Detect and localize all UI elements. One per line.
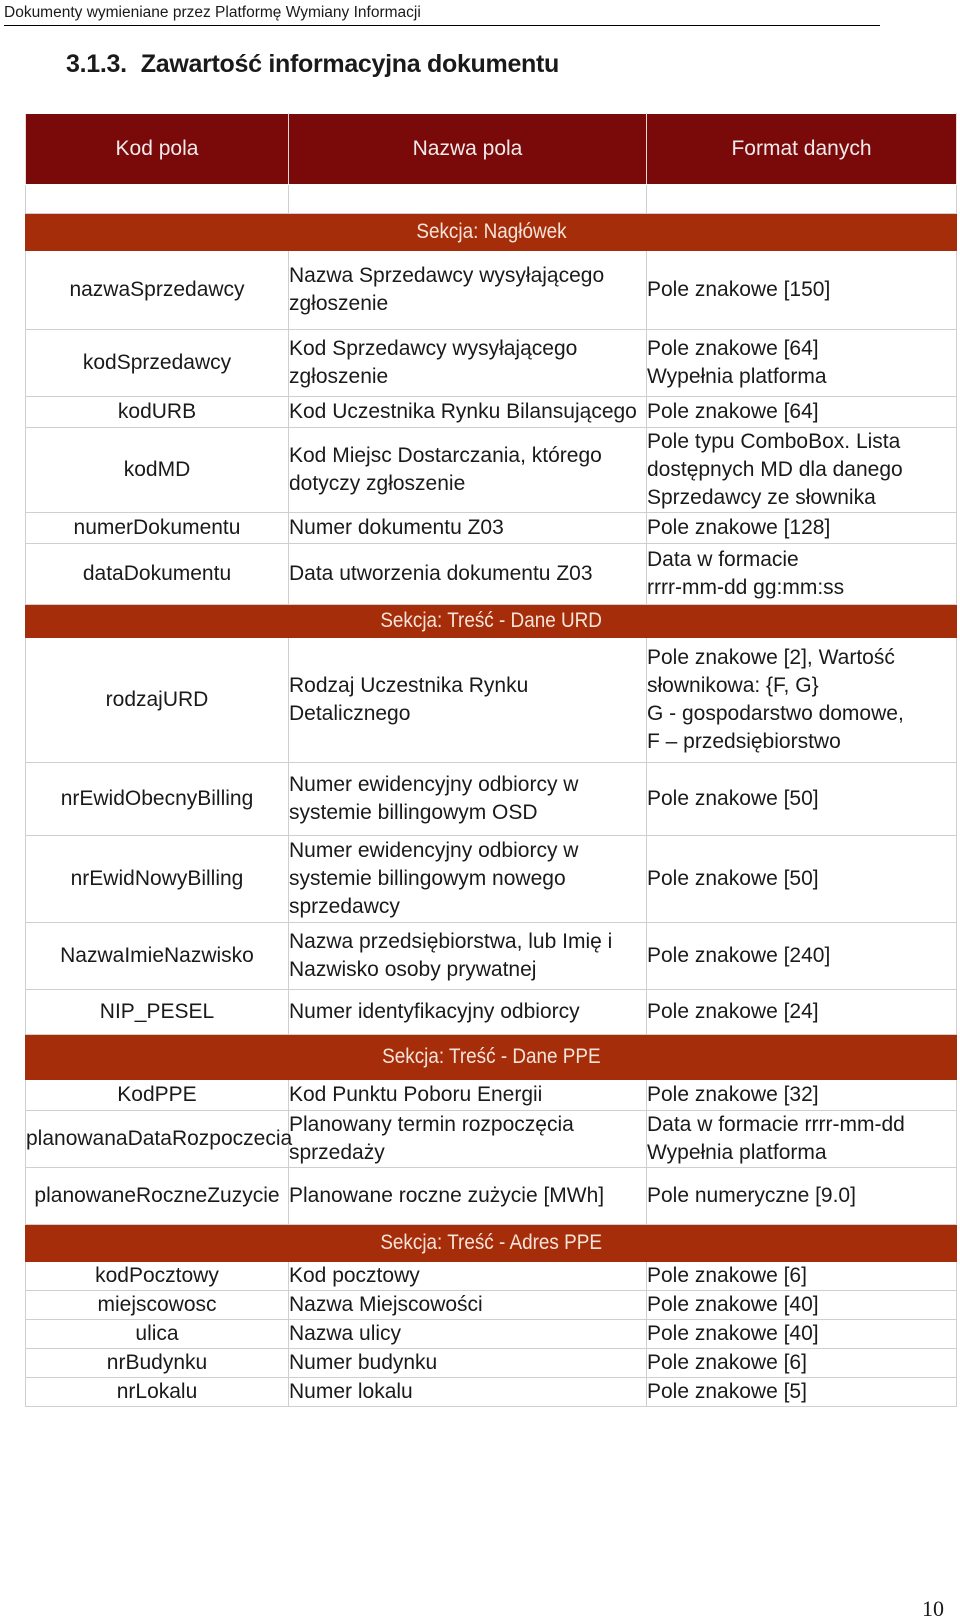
field-name-line: Nazwa przedsiębiorstwa, lub Imię i <box>289 930 613 953</box>
page-number: 10 <box>922 1596 944 1621</box>
field-format <box>647 1262 957 1291</box>
table-row <box>26 1111 957 1168</box>
section-title: Sekcja: Treść - Dane PPE <box>381 1045 601 1068</box>
field-format <box>647 1349 957 1378</box>
field-name-line: Numer lokalu <box>289 1380 413 1403</box>
section-row <box>26 1225 957 1262</box>
table-row <box>26 836 957 923</box>
field-format-line: Pole znakowe [50] <box>647 867 819 890</box>
section-title: Sekcja: Treść - Adres PPE <box>380 1231 602 1254</box>
field-code: ulica <box>26 1320 289 1349</box>
field-name-line: Numer budynku <box>289 1351 438 1374</box>
field-name-line: sprzedaży <box>289 1141 385 1164</box>
section-title-cell <box>26 214 957 251</box>
field-name <box>289 1111 647 1168</box>
field-code: kodSprzedawcy <box>26 330 289 397</box>
table-row <box>26 1080 957 1111</box>
field-format <box>647 763 957 836</box>
field-format <box>647 1168 957 1225</box>
section-title-cell <box>26 1035 957 1080</box>
column-header-name: Nazwa pola <box>289 114 647 185</box>
field-name <box>289 763 647 836</box>
field-name-line: zgłoszenie <box>289 292 389 315</box>
field-name-line: systemie billingowym nowego <box>289 867 566 890</box>
field-name <box>289 1080 647 1111</box>
section-row <box>26 605 957 638</box>
table-body <box>26 185 957 1407</box>
field-name-line: zgłoszenie <box>289 365 389 388</box>
field-name-line: Nazwisko osoby prywatnej <box>289 958 537 981</box>
field-name-line: Kod Miejsc Dostarczania, którego <box>289 444 602 467</box>
field-code: planowaneRoczneZuzycie <box>26 1168 289 1225</box>
field-format-line: Pole znakowe [6] <box>647 1351 807 1374</box>
field-code: NazwaImieNazwisko <box>26 923 289 990</box>
section-title: Sekcja: Nagłówek <box>415 220 567 243</box>
field-format <box>647 544 957 605</box>
field-format <box>647 638 957 763</box>
field-format-line: Pole znakowe [50] <box>647 787 819 810</box>
field-format-line: rrrr-mm-dd gg:mm:ss <box>647 576 845 599</box>
field-name-line: Kod Sprzedawcy wysyłającego <box>289 337 578 360</box>
table-row <box>26 428 957 513</box>
section-number: 3.1.3. <box>66 50 127 78</box>
field-format-line: Pole znakowe [128] <box>647 516 831 539</box>
field-format <box>647 428 957 513</box>
column-header-format: Format danych <box>647 114 957 185</box>
column-header-code: Kod pola <box>26 114 289 185</box>
table-row <box>26 397 957 428</box>
field-code: NIP_PESEL <box>26 990 289 1035</box>
field-format-line: G - gospodarstwo domowe, <box>647 702 904 725</box>
field-format <box>647 251 957 330</box>
field-name <box>289 544 647 605</box>
field-name <box>289 1320 647 1349</box>
field-format-line: Pole numeryczne [9.0] <box>647 1184 856 1207</box>
field-name-line: Kod pocztowy <box>289 1264 420 1287</box>
spacer-cell <box>289 185 647 214</box>
field-name-line: Nazwa Sprzedawcy wysyłającego <box>289 264 605 287</box>
field-name-line: Numer dokumentu Z03 <box>289 516 504 539</box>
field-format-line: Pole znakowe [5] <box>647 1380 807 1403</box>
field-name <box>289 513 647 544</box>
field-code: KodPPE <box>26 1080 289 1111</box>
field-format <box>647 1378 957 1407</box>
field-format <box>647 836 957 923</box>
table-row <box>26 544 957 605</box>
field-code: nazwaSprzedawcy <box>26 251 289 330</box>
field-format-line: Pole znakowe [150] <box>647 278 831 301</box>
field-name-line: Rodzaj Uczestnika Rynku Detalicznego <box>289 674 529 725</box>
spacer-cell <box>647 185 957 214</box>
field-name <box>289 1378 647 1407</box>
field-code: kodMD <box>26 428 289 513</box>
field-format-line: Pole znakowe [2], Wartość <box>647 646 895 669</box>
field-format <box>647 1320 957 1349</box>
field-name <box>289 428 647 513</box>
field-format <box>647 1291 957 1320</box>
field-code: kodURB <box>26 397 289 428</box>
table-row <box>26 1168 957 1225</box>
field-code: miejscowosc <box>26 1291 289 1320</box>
table-row <box>26 638 957 763</box>
field-code: nrLokalu <box>26 1378 289 1407</box>
field-name <box>289 1291 647 1320</box>
table-row <box>26 513 957 544</box>
field-name-line: dotyczy zgłoszenie <box>289 472 466 495</box>
field-format-line: słownikowa: {F, G} <box>647 674 819 697</box>
field-format-line: dostępnych MD dla danego <box>647 458 903 481</box>
table-row <box>26 1378 957 1407</box>
field-name-line: Nazwa ulicy <box>289 1322 402 1345</box>
field-code: planowanaDataRozpoczecia <box>26 1111 289 1168</box>
section-heading <box>66 50 559 79</box>
field-name <box>289 1262 647 1291</box>
field-code: rodzajURD <box>26 638 289 763</box>
running-header: Dokumenty wymieniane przez Platformę Wymiany Informacji <box>4 2 880 26</box>
field-format-line: F – przedsiębiorstwo <box>647 730 841 753</box>
table-row <box>26 990 957 1035</box>
field-name <box>289 330 647 397</box>
field-format-line: Sprzedawcy ze słownika <box>647 486 876 509</box>
field-format-line: Pole znakowe [40] <box>647 1293 819 1316</box>
field-name-line: Nazwa Miejscowości <box>289 1293 483 1316</box>
field-format-line: Pole znakowe [64] <box>647 337 819 360</box>
field-name-line: Numer identyfikacyjny odbiorcy <box>289 1000 580 1023</box>
field-code: nrEwidNowyBilling <box>26 836 289 923</box>
field-format-line: Pole znakowe [6] <box>647 1264 807 1287</box>
field-name <box>289 251 647 330</box>
field-format <box>647 923 957 990</box>
field-name <box>289 1168 647 1225</box>
section-title: Sekcja: Treść - Dane URD <box>380 609 602 632</box>
table-row <box>26 763 957 836</box>
table-row <box>26 923 957 990</box>
table-row <box>26 1349 957 1378</box>
field-format <box>647 330 957 397</box>
field-code: numerDokumentu <box>26 513 289 544</box>
field-code: nrBudynku <box>26 1349 289 1378</box>
field-format <box>647 513 957 544</box>
section-row <box>26 214 957 251</box>
field-format <box>647 1111 957 1168</box>
field-code: dataDokumentu <box>26 544 289 605</box>
field-format-line: Pole znakowe [40] <box>647 1322 819 1345</box>
field-name-line: Planowane roczne zużycie [MWh] <box>289 1184 605 1207</box>
field-format-line: Pole znakowe [32] <box>647 1083 819 1106</box>
field-format-line: Pole znakowe [64] <box>647 400 819 423</box>
field-name-line: Kod Punktu Poboru Energii <box>289 1083 543 1106</box>
table-row <box>26 330 957 397</box>
field-name-line: sprzedawcy <box>289 895 400 918</box>
fields-table <box>25 113 957 1407</box>
section-row <box>26 1035 957 1080</box>
field-format-line: Wypełnia platforma <box>647 365 827 388</box>
field-name-line: systemie billingowym OSD <box>289 801 538 824</box>
field-name <box>289 990 647 1035</box>
table-row <box>26 251 957 330</box>
table-row <box>26 1291 957 1320</box>
field-format-line: Pole znakowe [240] <box>647 944 831 967</box>
field-name-line: Kod Uczestnika Rynku Bilansującego <box>289 400 637 423</box>
field-format-line: Pole znakowe [24] <box>647 1000 819 1023</box>
field-format-line: Data w formacie <box>647 548 799 571</box>
field-code: kodPocztowy <box>26 1262 289 1291</box>
field-name <box>289 397 647 428</box>
field-name-line: Data utworzenia dokumentu Z03 <box>289 562 593 585</box>
section-title-cell <box>26 1225 957 1262</box>
field-name-line: Numer ewidencyjny odbiorcy w <box>289 839 579 862</box>
table-row <box>26 1262 957 1291</box>
field-format <box>647 397 957 428</box>
spacer-cell <box>26 185 289 214</box>
section-title-cell <box>26 605 957 638</box>
spacer-row <box>26 185 957 214</box>
field-format-line: Wypełnia platforma <box>647 1141 827 1164</box>
section-title: Zawartość informacyjna dokumentu <box>140 50 560 78</box>
field-name <box>289 638 647 763</box>
table-header-row <box>26 114 957 185</box>
field-name <box>289 1349 647 1378</box>
field-name <box>289 836 647 923</box>
field-format-line: Data w formacie rrrr-mm-dd <box>647 1113 905 1136</box>
field-code: nrEwidObecnyBilling <box>26 763 289 836</box>
field-name <box>289 923 647 990</box>
field-format <box>647 990 957 1035</box>
table-row <box>26 1320 957 1349</box>
field-format-line: Pole typu ComboBox. Lista <box>647 430 901 453</box>
field-name-line: Numer ewidencyjny odbiorcy w <box>289 773 579 796</box>
field-format <box>647 1080 957 1111</box>
field-name-line: Planowany termin rozpoczęcia <box>289 1113 574 1136</box>
